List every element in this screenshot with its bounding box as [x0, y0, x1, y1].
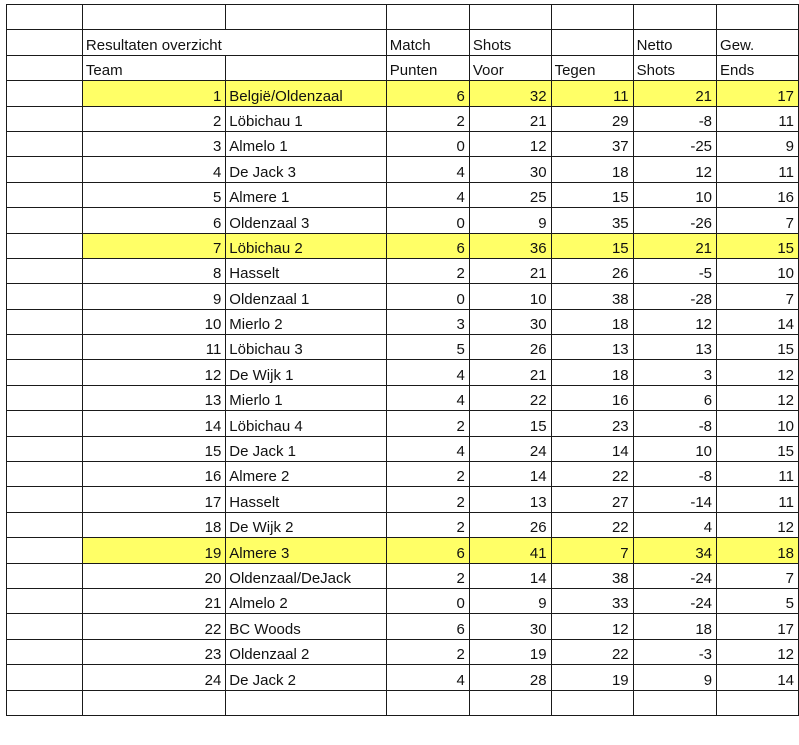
rank-cell[interactable]: 5: [82, 182, 225, 207]
cell[interactable]: [551, 5, 633, 30]
punten-cell[interactable]: 2: [386, 639, 469, 664]
punten-cell[interactable]: 2: [386, 462, 469, 487]
cell[interactable]: [7, 284, 83, 309]
tegen-cell[interactable]: 22: [551, 639, 633, 664]
tegen-cell[interactable]: 16: [551, 385, 633, 410]
table-row: [7, 284, 799, 309]
netto-cell[interactable]: -24: [633, 563, 716, 588]
netto-cell[interactable]: 4: [633, 512, 716, 537]
cell[interactable]: [7, 690, 83, 715]
punten-cell[interactable]: 0: [386, 131, 469, 156]
tegen-cell[interactable]: 18: [551, 309, 633, 334]
voor-cell[interactable]: 13: [469, 487, 551, 512]
ends-cell[interactable]: 11: [717, 462, 799, 487]
netto-cell[interactable]: -26: [633, 208, 716, 233]
ends-cell[interactable]: 12: [717, 385, 799, 410]
table-row: [7, 81, 799, 106]
voor-cell[interactable]: 14: [469, 462, 551, 487]
punten-cell[interactable]: 2: [386, 512, 469, 537]
cell[interactable]: [7, 462, 83, 487]
cell[interactable]: [469, 690, 551, 715]
cell[interactable]: [7, 208, 83, 233]
team-cell[interactable]: Hasselt: [226, 258, 387, 283]
ends-cell[interactable]: 9: [717, 131, 799, 156]
voor-cell[interactable]: 28: [469, 665, 551, 690]
header-row-2: [7, 55, 799, 80]
netto-cell[interactable]: 13: [633, 335, 716, 360]
table-row: [7, 309, 799, 334]
netto-cell[interactable]: 10: [633, 182, 716, 207]
ends-cell[interactable]: 15: [717, 436, 799, 461]
rank-cell[interactable]: 18: [82, 512, 225, 537]
tegen-cell[interactable]: 15: [551, 233, 633, 258]
table-row: [7, 385, 799, 410]
ends-cell[interactable]: 11: [717, 157, 799, 182]
voor-cell[interactable]: 36: [469, 233, 551, 258]
rank-cell[interactable]: 15: [82, 436, 225, 461]
punten-cell[interactable]: 2: [386, 487, 469, 512]
rank-cell[interactable]: 21: [82, 588, 225, 613]
netto-cell[interactable]: 34: [633, 538, 716, 563]
rank-cell[interactable]: 23: [82, 639, 225, 664]
netto-cell[interactable]: 9: [633, 665, 716, 690]
team-cell[interactable]: De Wijk 2: [226, 512, 387, 537]
cell[interactable]: [7, 588, 83, 613]
rank-cell[interactable]: 19: [82, 538, 225, 563]
cell[interactable]: [7, 665, 83, 690]
ends-cell[interactable]: 5: [717, 588, 799, 613]
tegen-cell[interactable]: 22: [551, 462, 633, 487]
table-row: [7, 487, 799, 512]
netto-cell[interactable]: -28: [633, 284, 716, 309]
team-cell[interactable]: Oldenzaal 2: [226, 639, 387, 664]
table-row: [7, 106, 799, 131]
voor-cell[interactable]: 15: [469, 411, 551, 436]
punten-cell[interactable]: 4: [386, 182, 469, 207]
header-row-1: [7, 30, 799, 55]
ends-cell[interactable]: 10: [717, 411, 799, 436]
team-cell[interactable]: De Jack 1: [226, 436, 387, 461]
cell[interactable]: [7, 487, 83, 512]
ends-cell[interactable]: 16: [717, 182, 799, 207]
cell[interactable]: [633, 5, 716, 30]
table-row: [7, 182, 799, 207]
netto-cell[interactable]: -24: [633, 588, 716, 613]
cell[interactable]: [226, 5, 387, 30]
ends-cell[interactable]: 11: [717, 487, 799, 512]
punten-cell[interactable]: 6: [386, 81, 469, 106]
header-netto[interactable]: Netto: [633, 30, 716, 55]
header-cell[interactable]: [226, 30, 387, 55]
netto-cell[interactable]: 12: [633, 309, 716, 334]
ends-cell[interactable]: 12: [717, 512, 799, 537]
team-cell[interactable]: Almere 1: [226, 182, 387, 207]
table-row: [7, 563, 799, 588]
cell[interactable]: [7, 182, 83, 207]
tegen-cell[interactable]: 23: [551, 411, 633, 436]
punten-cell[interactable]: 4: [386, 385, 469, 410]
rank-cell[interactable]: 16: [82, 462, 225, 487]
tegen-cell[interactable]: 13: [551, 335, 633, 360]
punten-cell[interactable]: 0: [386, 284, 469, 309]
tegen-cell[interactable]: 19: [551, 665, 633, 690]
team-cell[interactable]: Löbichau 1: [226, 106, 387, 131]
cell[interactable]: [7, 5, 83, 30]
rank-cell[interactable]: 12: [82, 360, 225, 385]
cell[interactable]: [82, 5, 225, 30]
punten-cell[interactable]: 5: [386, 335, 469, 360]
table-row: [7, 462, 799, 487]
tegen-cell[interactable]: 22: [551, 512, 633, 537]
cell[interactable]: [226, 690, 387, 715]
voor-cell[interactable]: 21: [469, 106, 551, 131]
rank-cell[interactable]: 17: [82, 487, 225, 512]
table-row: [7, 208, 799, 233]
punten-cell[interactable]: 0: [386, 588, 469, 613]
team-cell[interactable]: Hasselt: [226, 487, 387, 512]
netto-cell[interactable]: -3: [633, 639, 716, 664]
voor-cell[interactable]: 24: [469, 436, 551, 461]
team-cell[interactable]: BC Woods: [226, 614, 387, 639]
tegen-cell[interactable]: 38: [551, 563, 633, 588]
tegen-cell[interactable]: 35: [551, 208, 633, 233]
table-row: [7, 233, 799, 258]
voor-cell[interactable]: 12: [469, 131, 551, 156]
ends-cell[interactable]: 17: [717, 614, 799, 639]
table-row: [7, 614, 799, 639]
punten-cell[interactable]: 2: [386, 411, 469, 436]
rank-cell[interactable]: 24: [82, 665, 225, 690]
rank-cell[interactable]: 11: [82, 335, 225, 360]
team-cell[interactable]: Almelo 2: [226, 588, 387, 613]
cell[interactable]: [7, 157, 83, 182]
table-row: [7, 538, 799, 563]
cell[interactable]: [7, 411, 83, 436]
tegen-cell[interactable]: 29: [551, 106, 633, 131]
header-cell[interactable]: [226, 55, 387, 80]
team-cell[interactable]: Oldenzaal 3: [226, 208, 387, 233]
tegen-cell[interactable]: 33: [551, 588, 633, 613]
rank-cell[interactable]: 8: [82, 258, 225, 283]
team-cell[interactable]: Almelo 1: [226, 131, 387, 156]
ends-cell[interactable]: 14: [717, 309, 799, 334]
rank-cell[interactable]: 10: [82, 309, 225, 334]
sheet-title[interactable]: Resultaten overzicht: [82, 30, 225, 55]
punten-cell[interactable]: 2: [386, 106, 469, 131]
team-cell[interactable]: Oldenzaal 1: [226, 284, 387, 309]
netto-cell[interactable]: 12: [633, 157, 716, 182]
team-cell[interactable]: Oldenzaal/DeJack: [226, 563, 387, 588]
tegen-cell[interactable]: 18: [551, 360, 633, 385]
header-cell[interactable]: [7, 55, 83, 80]
table-row: [7, 360, 799, 385]
cell[interactable]: [82, 690, 225, 715]
netto-cell[interactable]: -25: [633, 131, 716, 156]
voor-cell[interactable]: 19: [469, 639, 551, 664]
netto-cell[interactable]: 21: [633, 81, 716, 106]
header-cell[interactable]: [551, 30, 633, 55]
ends-cell[interactable]: 11: [717, 106, 799, 131]
voor-cell[interactable]: 25: [469, 182, 551, 207]
ends-cell[interactable]: 12: [717, 639, 799, 664]
table-row: [7, 639, 799, 664]
team-cell[interactable]: Löbichau 4: [226, 411, 387, 436]
table-row: [7, 512, 799, 537]
voor-cell[interactable]: 41: [469, 538, 551, 563]
tegen-cell[interactable]: 7: [551, 538, 633, 563]
cell[interactable]: [7, 538, 83, 563]
team-cell[interactable]: De Jack 3: [226, 157, 387, 182]
results-table-body: [7, 5, 799, 716]
team-cell[interactable]: Mierlo 2: [226, 309, 387, 334]
punten-cell[interactable]: 2: [386, 563, 469, 588]
table-row: [7, 335, 799, 360]
header-punten[interactable]: Punten: [386, 55, 469, 80]
team-cell[interactable]: Mierlo 1: [226, 385, 387, 410]
results-table: [6, 4, 799, 716]
header-cell[interactable]: [7, 30, 83, 55]
table-row: [7, 411, 799, 436]
team-cell[interactable]: De Jack 2: [226, 665, 387, 690]
tegen-cell[interactable]: 11: [551, 81, 633, 106]
rank-cell[interactable]: 14: [82, 411, 225, 436]
rank-cell[interactable]: 1: [82, 81, 225, 106]
ends-cell[interactable]: 7: [717, 208, 799, 233]
rank-cell[interactable]: 22: [82, 614, 225, 639]
cell[interactable]: [7, 131, 83, 156]
table-row: [7, 665, 799, 690]
ends-cell[interactable]: 12: [717, 360, 799, 385]
punten-cell[interactable]: 6: [386, 233, 469, 258]
voor-cell[interactable]: 30: [469, 157, 551, 182]
netto-cell[interactable]: 6: [633, 385, 716, 410]
table-row: [7, 258, 799, 283]
cell[interactable]: [7, 436, 83, 461]
voor-cell[interactable]: 14: [469, 563, 551, 588]
cell[interactable]: [7, 309, 83, 334]
cell[interactable]: [717, 5, 799, 30]
header-team[interactable]: Team: [82, 55, 225, 80]
cell[interactable]: [7, 233, 83, 258]
punten-cell[interactable]: 6: [386, 614, 469, 639]
ends-cell[interactable]: 15: [717, 233, 799, 258]
header-shots[interactable]: Shots: [469, 30, 551, 55]
cell[interactable]: [7, 512, 83, 537]
voor-cell[interactable]: 21: [469, 360, 551, 385]
netto-cell[interactable]: -8: [633, 411, 716, 436]
netto-cell[interactable]: 3: [633, 360, 716, 385]
rank-cell[interactable]: 6: [82, 208, 225, 233]
netto-cell[interactable]: -14: [633, 487, 716, 512]
cell[interactable]: [386, 5, 469, 30]
ends-cell[interactable]: 7: [717, 563, 799, 588]
voor-cell[interactable]: 30: [469, 614, 551, 639]
voor-cell[interactable]: 26: [469, 335, 551, 360]
team-cell[interactable]: Almere 2: [226, 462, 387, 487]
tegen-cell[interactable]: 26: [551, 258, 633, 283]
header-voor[interactable]: Voor: [469, 55, 551, 80]
tegen-cell[interactable]: 18: [551, 157, 633, 182]
tegen-cell[interactable]: 15: [551, 182, 633, 207]
rank-cell[interactable]: 3: [82, 131, 225, 156]
voor-cell[interactable]: 30: [469, 309, 551, 334]
tegen-cell[interactable]: 37: [551, 131, 633, 156]
netto-cell[interactable]: -8: [633, 106, 716, 131]
ends-cell[interactable]: 10: [717, 258, 799, 283]
punten-cell[interactable]: 4: [386, 360, 469, 385]
voor-cell[interactable]: 26: [469, 512, 551, 537]
punten-cell[interactable]: 0: [386, 208, 469, 233]
tegen-cell[interactable]: 12: [551, 614, 633, 639]
table-row: [7, 157, 799, 182]
netto-cell[interactable]: -5: [633, 258, 716, 283]
voor-cell[interactable]: 9: [469, 588, 551, 613]
cell[interactable]: [633, 690, 716, 715]
cell[interactable]: [7, 385, 83, 410]
table-row: [7, 131, 799, 156]
header-tegen[interactable]: Tegen: [551, 55, 633, 80]
rank-cell[interactable]: 4: [82, 157, 225, 182]
ends-cell[interactable]: 7: [717, 284, 799, 309]
cell[interactable]: [7, 258, 83, 283]
table-row: [7, 588, 799, 613]
table-row: [7, 436, 799, 461]
blank-row-bottom: [7, 690, 799, 715]
header-gew[interactable]: Gew.: [717, 30, 799, 55]
rank-cell[interactable]: 7: [82, 233, 225, 258]
header-match[interactable]: Match: [386, 30, 469, 55]
rank-cell[interactable]: 20: [82, 563, 225, 588]
cell[interactable]: [7, 335, 83, 360]
voor-cell[interactable]: 10: [469, 284, 551, 309]
blank-row-top: [7, 5, 799, 30]
ends-cell[interactable]: 14: [717, 665, 799, 690]
netto-cell[interactable]: 10: [633, 436, 716, 461]
tegen-cell[interactable]: 38: [551, 284, 633, 309]
team-cell[interactable]: De Wijk 1: [226, 360, 387, 385]
voor-cell[interactable]: 21: [469, 258, 551, 283]
team-cell[interactable]: Löbichau 3: [226, 335, 387, 360]
ends-cell[interactable]: 15: [717, 335, 799, 360]
tegen-cell[interactable]: 14: [551, 436, 633, 461]
ends-cell[interactable]: 17: [717, 81, 799, 106]
team-cell[interactable]: Almere 3: [226, 538, 387, 563]
tegen-cell[interactable]: 27: [551, 487, 633, 512]
rank-cell[interactable]: 2: [82, 106, 225, 131]
cell[interactable]: [386, 690, 469, 715]
cell[interactable]: [717, 690, 799, 715]
rank-cell[interactable]: 9: [82, 284, 225, 309]
punten-cell[interactable]: 6: [386, 538, 469, 563]
cell[interactable]: [7, 81, 83, 106]
cell[interactable]: [7, 639, 83, 664]
voor-cell[interactable]: 32: [469, 81, 551, 106]
cell[interactable]: [469, 5, 551, 30]
cell[interactable]: [7, 614, 83, 639]
punten-cell[interactable]: 3: [386, 309, 469, 334]
netto-cell[interactable]: 21: [633, 233, 716, 258]
header-ends[interactable]: Ends: [717, 55, 799, 80]
voor-cell[interactable]: 22: [469, 385, 551, 410]
cell[interactable]: [551, 690, 633, 715]
cell[interactable]: [7, 563, 83, 588]
header-shots[interactable]: Shots: [633, 55, 716, 80]
netto-cell[interactable]: 18: [633, 614, 716, 639]
team-cell[interactable]: Löbichau 2: [226, 233, 387, 258]
ends-cell[interactable]: 18: [717, 538, 799, 563]
voor-cell[interactable]: 9: [469, 208, 551, 233]
rank-cell[interactable]: 13: [82, 385, 225, 410]
netto-cell[interactable]: -8: [633, 462, 716, 487]
punten-cell[interactable]: 4: [386, 157, 469, 182]
punten-cell[interactable]: 4: [386, 665, 469, 690]
cell[interactable]: [7, 106, 83, 131]
cell[interactable]: [7, 360, 83, 385]
punten-cell[interactable]: 2: [386, 258, 469, 283]
team-cell[interactable]: België/Oldenzaal: [226, 81, 387, 106]
punten-cell[interactable]: 4: [386, 436, 469, 461]
